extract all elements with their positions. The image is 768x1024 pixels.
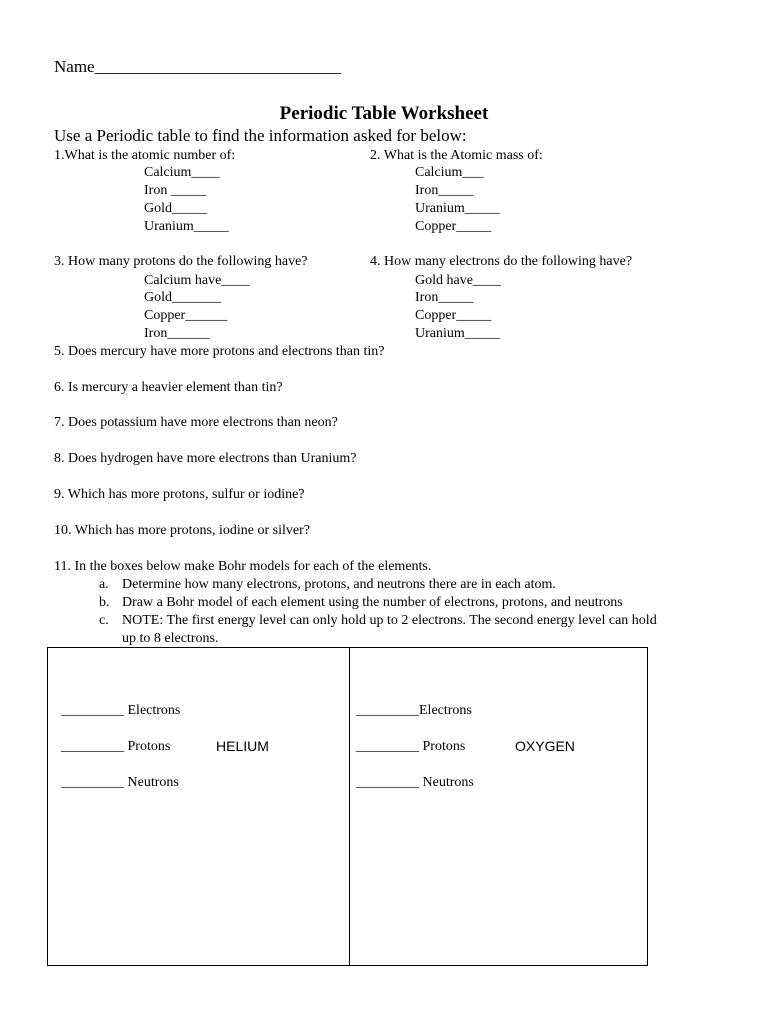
helium-electrons-blank: _________ Electrons	[61, 703, 181, 718]
q11-prompt: 11. In the boxes below make Bohr models for each of the elements.	[54, 559, 432, 574]
q11-marker-c: c.	[99, 613, 109, 628]
q4-item: Copper_____	[415, 308, 492, 323]
name-field-line: Name_____________________________	[54, 57, 342, 76]
q10-text: 10. Which has more protons, iodine or silver?	[54, 523, 310, 538]
q4-item: Uranium_____	[415, 326, 500, 341]
oxygen-neutrons-blank: _________ Neutrons	[356, 775, 474, 790]
oxygen-protons-blank: _________ Protons	[356, 739, 466, 754]
q2-item: Iron_____	[415, 183, 474, 198]
oxygen-electrons-blank: _________Electrons	[356, 703, 472, 718]
q11-item-c-cont: up to 8 electrons.	[122, 631, 219, 646]
q2-prompt: 2. What is the Atomic mass of:	[370, 148, 543, 163]
q3-item: Calcium have____	[144, 273, 250, 288]
box-divider	[349, 648, 350, 965]
q3-item: Gold_______	[144, 290, 221, 305]
oxygen-label: OXYGEN	[515, 738, 575, 754]
q1-item: Calcium____	[144, 165, 220, 180]
q2-item: Copper_____	[415, 219, 492, 234]
q2-item: Calcium___	[415, 165, 484, 180]
helium-label: HELIUM	[216, 738, 269, 754]
q9-text: 9. Which has more protons, sulfur or iodine?	[54, 487, 305, 502]
q1-item: Gold_____	[144, 201, 207, 216]
q4-item: Gold have____	[415, 273, 501, 288]
q3-item: Iron______	[144, 326, 210, 341]
worksheet-title: Periodic Table Worksheet	[279, 103, 489, 124]
q5-text: 5. Does mercury have more protons and electrons than tin?	[54, 344, 385, 359]
helium-neutrons-blank: _________ Neutrons	[61, 775, 179, 790]
q11-marker-b: b.	[99, 595, 110, 610]
q11-item-a: Determine how many electrons, protons, and neutrons there are in each atom.	[122, 577, 556, 592]
q11-item-b: Draw a Bohr model of each element using the number of electrons, protons, and neutrons	[122, 595, 623, 610]
q6-text: 6. Is mercury a heavier element than tin?	[54, 380, 283, 395]
helium-protons-blank: _________ Protons	[61, 739, 171, 754]
q11-item-c: NOTE: The first energy level can only hold up to 2 electrons. The second energy level can hold	[122, 613, 657, 628]
q11-marker-a: a.	[99, 577, 109, 592]
instructions: Use a Periodic table to find the information asked for below:	[54, 126, 467, 145]
q4-prompt: 4. How many electrons do the following have?	[370, 254, 633, 269]
bohr-model-boxes	[47, 647, 648, 966]
q7-text: 7. Does potassium have more electrons than neon?	[54, 415, 338, 430]
q1-item: Iron _____	[144, 183, 206, 198]
q8-text: 8. Does hydrogen have more electrons than Uranium?	[54, 451, 357, 466]
q3-item: Copper______	[144, 308, 228, 323]
q4-item: Iron_____	[415, 290, 474, 305]
q2-item: Uranium_____	[415, 201, 500, 216]
q1-prompt: 1.What is the atomic number of:	[54, 148, 236, 163]
q1-item: Uranium_____	[144, 219, 229, 234]
q3-prompt: 3. How many protons do the following have?	[54, 254, 308, 269]
